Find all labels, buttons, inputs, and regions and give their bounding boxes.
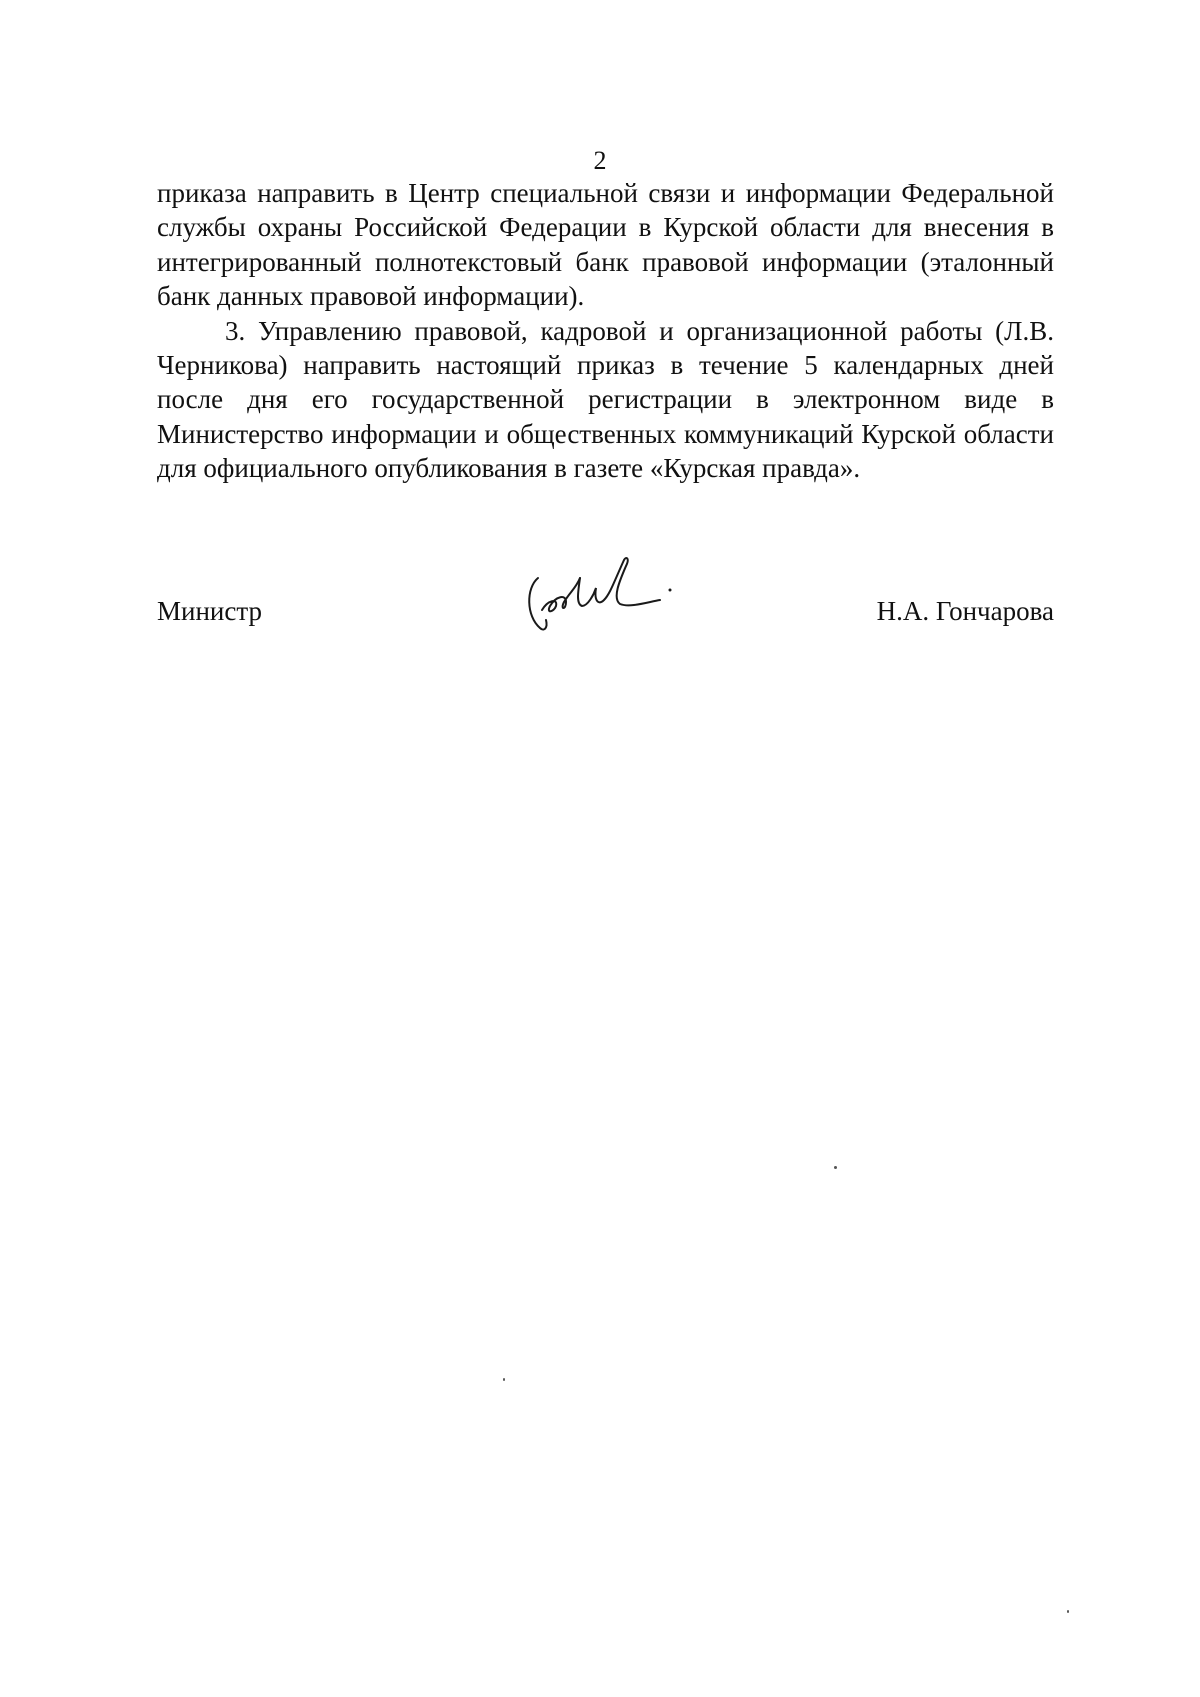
document-body: [157, 176, 1054, 486]
signatory-name: Н.А. Гончарова: [876, 596, 1054, 626]
signatory-title: Министр: [157, 596, 262, 626]
scan-speck: [1067, 1610, 1069, 1613]
handwritten-signature-icon: [520, 548, 690, 648]
paragraph-continuation: приказа направить в Центр специальной связи и информации Федеральной службы охраны Российской Федерации в Курской области для внесения в интегрированный полнотекстовый банк правовой информации (эталонный банк данных правовой информации).: [157, 178, 1054, 312]
paragraph-item-3: 3. Управлению правовой, кадровой и организационной работы (Л.В. Черникова) направить настоящий приказ в течение 5 календарных дней после дня его государственной регистрации в электронном виде в Министерство информации и общественных коммуникаций Курской области для официального опубликования в газете «Курская правда».: [157, 315, 1054, 484]
page-number: 2: [593, 146, 607, 175]
scan-speck: [834, 1166, 837, 1169]
scan-speck: [503, 1378, 505, 1381]
